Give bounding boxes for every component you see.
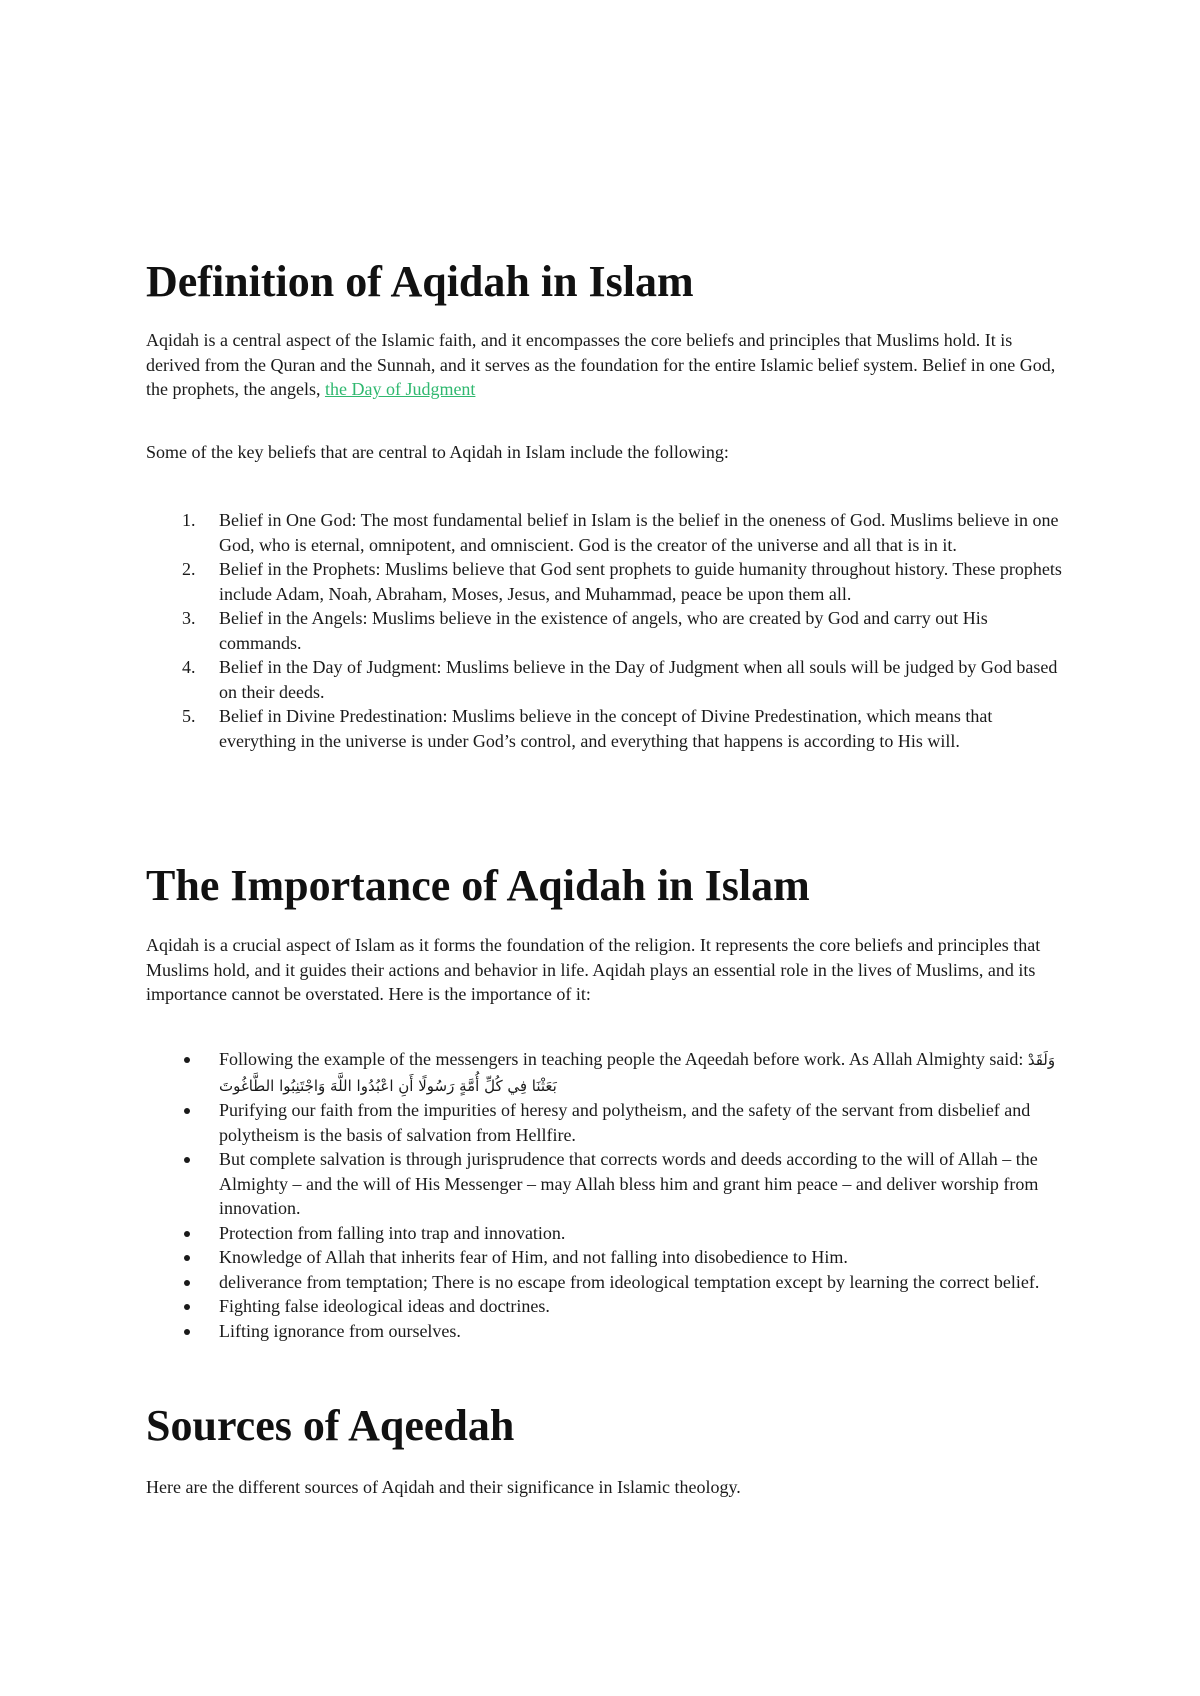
list-item xyxy=(146,1221,1066,1246)
list-item-text: Purifying our faith from the impurities of heresy and polytheism, and the safety of the servant from disbelief and polytheism is the basis of salvation from Hellfire. xyxy=(219,1100,1031,1145)
beliefs-list xyxy=(146,508,1066,753)
list-item-text: Lifting ignorance from ourselves. xyxy=(219,1320,461,1341)
heading-definition: Definition of Aqidah in Islam xyxy=(146,257,694,306)
importance-paragraph: Aqidah is a crucial aspect of Islam as it forms the foundation of the religion. It represents the core beliefs and principles that Muslims hold, and it guides their actions and behavior in life. Aqidah plays an essential role in the lives of Muslims, and its importance cannot be overstated. Here is the importance of it: xyxy=(146,935,1041,1004)
list-item xyxy=(146,557,1066,606)
beliefs-intro: Some of the key beliefs that are central to Aqidah in Islam include the following: xyxy=(146,442,729,462)
list-item xyxy=(146,1147,1066,1221)
list-item xyxy=(146,655,1066,704)
list-item-text: Belief in the Day of Judgment: Muslims believe in the Day of Judgment when all souls will be judged by God based on their deeds. xyxy=(219,657,1058,702)
list-item-text: Belief in Divine Predestination: Muslims believe in the concept of Divine Predestination, which means that everything in the universe is under God’s control, and everything that happens is according to His will. xyxy=(219,706,993,751)
list-item-text: Following the example of the messengers in teaching people the Aqeedah before work. As Allah Almighty said: xyxy=(219,1049,1028,1069)
definition-paragraph-text: Aqidah is a central aspect of the Islamic faith, and it encompasses the core beliefs and principles that Muslims hold. It is derived from the Quran and the Sunnah, and it serves as the foundation for the entire Islamic belief system. Belief in one God, the prophets, the angels, xyxy=(146,330,1056,399)
list-item xyxy=(146,1245,1066,1270)
sources-paragraph: Here are the different sources of Aqidah and their significance in Islamic theology. xyxy=(146,1477,741,1497)
list-number: 2. xyxy=(182,559,196,579)
list-number: 1. xyxy=(182,510,196,530)
list-number: 4. xyxy=(182,657,196,677)
list-item-text: But complete salvation is through jurisprudence that corrects words and deeds according to the will of Allah – the Almighty – and the will of His Messenger – may Allah bless him and grant him peace – and deliver worship from innovation. xyxy=(219,1149,1039,1218)
heading-sources: Sources of Aqeedah xyxy=(146,1401,515,1450)
list-item xyxy=(146,1319,1066,1344)
bullet-icon xyxy=(184,1304,190,1310)
bullet-icon xyxy=(184,1280,190,1286)
bullet-icon xyxy=(184,1255,190,1261)
list-item xyxy=(146,704,1066,753)
bullet-icon xyxy=(184,1108,190,1114)
definition-paragraph xyxy=(146,328,1066,402)
list-item xyxy=(146,508,1066,557)
list-number: 3. xyxy=(182,608,196,628)
list-item xyxy=(146,1047,1066,1098)
bullet-icon xyxy=(184,1057,190,1063)
quran-verse: وَلَقَدْ بَعَثْنَا فِي كُلِّ أُمَّةٍ رَسُولًا أَنِ اعْبُدُوا اللَّهَ وَاجْتَنِبُوا الطَّاغُوتَ xyxy=(219,1051,1056,1095)
bullet-icon xyxy=(184,1329,190,1335)
list-item xyxy=(146,606,1066,655)
day-of-judgment-link[interactable]: the Day of Judgment xyxy=(324,379,476,399)
list-item xyxy=(146,1098,1066,1147)
list-item-text: Belief in the Prophets: Muslims believe that God sent prophets to guide humanity throughout history. These prophets include Adam, Noah, Abraham, Moses, Jesus, and Muhammad, peace be upon them all. xyxy=(219,559,1062,604)
list-item-text: Belief in One God: The most fundamental belief in Islam is the belief in the oneness of God. Muslims believe in one God, who is eternal, omnipotent, and omniscient. God is the creator of the universe and all that is in it. xyxy=(219,510,1059,555)
list-item-text: Belief in the Angels: Muslims believe in the existence of angels, who are created by God and carry out His commands. xyxy=(219,608,988,653)
list-item-text: Fighting false ideological ideas and doctrines. xyxy=(219,1296,550,1316)
bullet-icon xyxy=(184,1231,190,1237)
importance-list xyxy=(146,1047,1066,1343)
list-item-text: Knowledge of Allah that inherits fear of Him, and not falling into disobedience to Him. xyxy=(219,1247,848,1267)
list-item-text: Protection from falling into trap and innovation. xyxy=(219,1222,566,1243)
list-number: 5. xyxy=(182,706,196,726)
list-item xyxy=(146,1294,1066,1319)
bullet-icon xyxy=(184,1157,190,1163)
list-item xyxy=(146,1270,1066,1295)
heading-importance: The Importance of Aqidah in Islam xyxy=(146,861,810,910)
list-item-text: deliverance from temptation; There is no escape from ideological temptation except by learning the correct belief. xyxy=(219,1271,1040,1292)
